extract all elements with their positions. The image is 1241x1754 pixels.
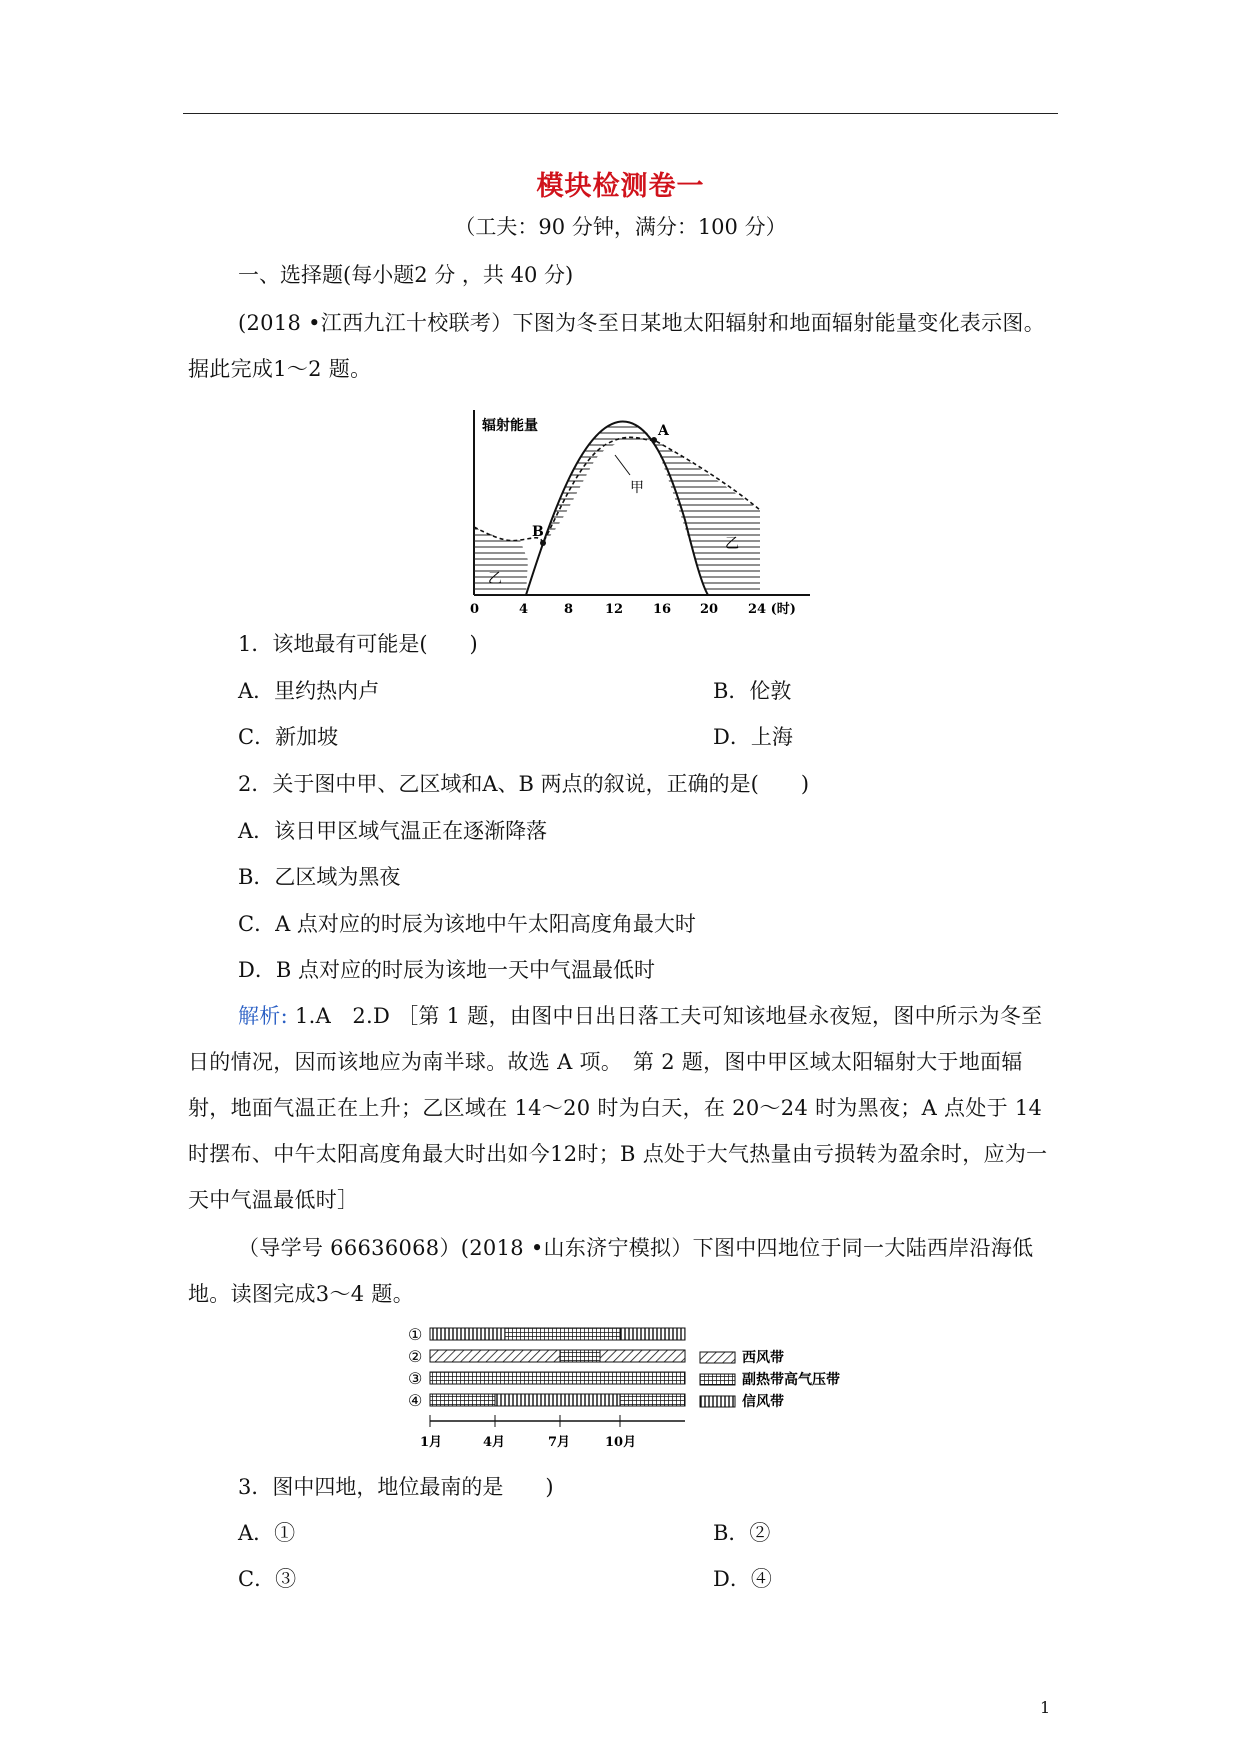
region-yi-left-label: 乙	[488, 571, 502, 587]
region-jia-shape	[526, 422, 654, 595]
q3-option-a[interactable]: A．①	[238, 1521, 296, 1545]
q1-option-a[interactable]: A．里约热内卢	[238, 679, 380, 703]
q1-option-d[interactable]: D．上海	[713, 725, 793, 749]
row-2-label: ②	[408, 1347, 423, 1366]
region-yi-right-shape	[654, 440, 760, 595]
row-3-label: ③	[408, 1369, 423, 1388]
chart-ylabel: 辐射能量	[482, 418, 538, 434]
page-number: 1	[1040, 1698, 1051, 1717]
page-title: 模块检测卷一	[536, 171, 705, 202]
header-rule	[183, 113, 1058, 114]
q3-option-d[interactable]: D．④	[713, 1567, 772, 1591]
solar-curve	[526, 422, 708, 595]
radiation-figure	[440, 400, 820, 620]
analysis-text: 1.A 2.D ［第 1 题，由图中日出日落工夫可知该地昼永夜短，图中所示为冬至日的情况，因而该地应为南半球。故选 A 项。 第 2 题，图中甲区域太阳辐射大于地面辐射，地面气温正在上升；乙区域在 14～20 时为白天，在 20～24 时为黑夜；A 点处于 14 时摆布、中午太阳高度角最大时出如今12时；B 点处于大气热量由亏损转为盈余时，应为一天中气温最低时］	[188, 1004, 1048, 1212]
legend-trade-winds: 信风带	[742, 1394, 784, 1410]
month-oct: 10月	[605, 1435, 637, 1450]
q2-stem: 2．关于图中甲、乙区域和A、B 两点的叙说，正确的是( )	[238, 772, 810, 796]
q2-option-b[interactable]: B．乙区域为黑夜	[238, 865, 401, 889]
q3-option-b[interactable]: B．②	[713, 1521, 771, 1545]
q3-option-c[interactable]: C．③	[238, 1567, 297, 1591]
month-jul: 7月	[548, 1435, 571, 1450]
tick-24: 24 (时)	[748, 602, 796, 617]
analysis-label: 解析:	[238, 1004, 288, 1028]
tick-12: 12	[605, 602, 624, 617]
point-a-label: A	[658, 423, 669, 439]
section-heading: 一、选择题(每小题2 分 ，共 40 分)	[238, 263, 574, 287]
question-intro-1: (2018 •江西九江十校联考）下图为冬至日某地太阳辐射和地面辐射能量变化表示图。据此完成1～2 题。	[188, 311, 1045, 381]
tick-8: 8	[564, 602, 574, 617]
q1-option-b[interactable]: B．伦敦	[713, 679, 792, 703]
q1-option-c[interactable]: C．新加坡	[238, 725, 339, 749]
q2-option-d[interactable]: D．B 点对应的时辰为该地一天中气温最低时	[238, 958, 655, 982]
region-jia-label: 甲	[630, 480, 644, 496]
q2-option-a[interactable]: A．该日甲区域气温正在逐渐降落	[238, 819, 548, 843]
point-b-label: B	[532, 524, 544, 540]
tick-0: 0	[470, 602, 480, 617]
wind-belt-figure	[400, 1320, 880, 1460]
tick-4: 4	[519, 602, 529, 617]
legend-westerlies: 西风带	[742, 1350, 784, 1366]
analysis-paragraph	[188, 993, 1054, 1223]
region-yi-right-label: 乙	[725, 536, 739, 552]
exam-duration: （工夫：90 分钟，满分：100 分）	[454, 215, 787, 239]
tick-20: 20	[700, 602, 719, 617]
month-jan: 1月	[420, 1435, 443, 1450]
q2-option-c[interactable]: C．A 点对应的时辰为该地中午太阳高度角最大时	[238, 912, 696, 936]
q3-stem: 3．图中四地，地位最南的是 )	[238, 1475, 554, 1499]
tick-16: 16	[653, 602, 672, 617]
row-4-label: ④	[408, 1391, 423, 1410]
row-1-label: ①	[408, 1325, 423, 1344]
legend-subtropical-high: 副热带高气压带	[742, 1372, 840, 1388]
question-intro-2: （导学号 66636068）(2018 •山东济宁模拟）下图中四地位于同一大陆西岸沿海低地。读图完成3～4 题。	[188, 1236, 1034, 1306]
q1-stem: 1．该地最有可能是( )	[238, 632, 478, 656]
month-apr: 4月	[483, 1435, 506, 1450]
